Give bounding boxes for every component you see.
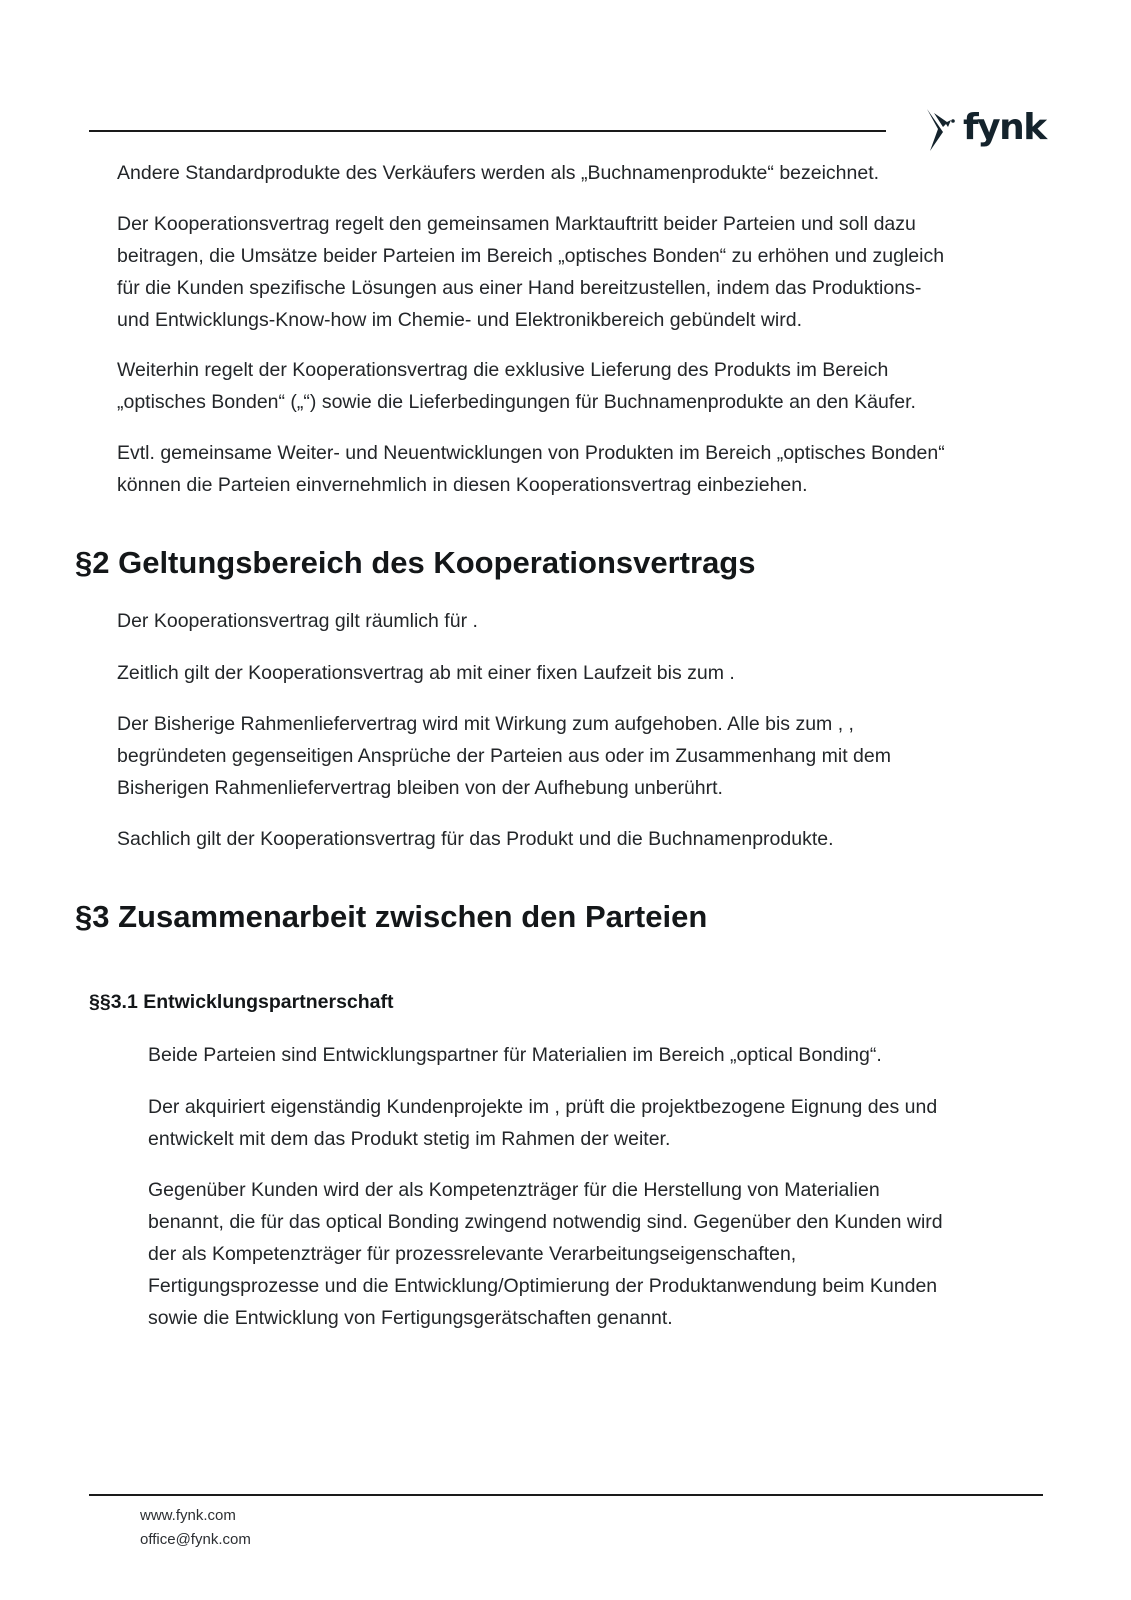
header-divider xyxy=(89,130,886,132)
fynk-logo xyxy=(925,104,1046,156)
subsection-heading: §§3.1 Entwicklungspartnerschaft xyxy=(89,991,394,1013)
section-heading: §3 Zusammenarbeit zwischen den Parteien xyxy=(75,899,708,934)
paragraph: Sachlich gilt der Kooperationsvertrag für das Produkt und die Buchnamenprodukte. xyxy=(117,828,834,850)
footer-website-link[interactable]: www.fynk.com xyxy=(140,1507,236,1524)
paragraph: Der Kooperationsvertrag gilt räumlich für . xyxy=(117,610,478,632)
paragraph: Der Bisherige Rahmenliefervertrag wird mit Wirkung zum aufgehoben. Alle bis zum , , begründeten gegenseitigen Ansprüche der Parteien aus oder im Zusammenhang mit dem Bisherigen Rahmenliefervertrag bleiben von der Aufhebung unberührt. xyxy=(117,713,891,799)
logo-wordmark: fynk xyxy=(963,107,1046,148)
footer-email-link[interactable]: office@fynk.com xyxy=(140,1531,251,1548)
paragraph: Der Kooperationsvertrag regelt den gemeinsamen Marktauftritt beider Parteien und soll dazu beitragen, die Umsätze beider Parteien im Bereich „optisches Bonden“ zu erhöhen und zugleich für die Kunden spezifische Lösungen aus einer Hand bereitzustellen, indem das Produktions- und Entwicklungs-Know-how im Chemie- und Elektronikbereich gebündelt wird. xyxy=(117,213,945,331)
footer-divider xyxy=(89,1494,1043,1496)
paragraph: Andere Standardprodukte des Verkäufers werden als „Buchnamenprodukte“ bezeichnet. xyxy=(117,162,880,184)
paragraph: Evtl. gemeinsame Weiter- und Neuentwicklungen von Produkten im Bereich „optisches Bonden“ können die Parteien einvernehmlich in diesen Kooperationsvertrag einbeziehen. xyxy=(117,442,945,496)
paragraph: Gegenüber Kunden wird der als Kompetenzträger für die Herstellung von Materialien benannt, die für das optical Bonding zwingend notwendig sind. Gegenüber den Kunden wird der als Kompetenzträger für prozessrelevante Verarbeitungseigenschaften, Fertigungsprozesse und die Entwicklung/Optimierung der Produktanwendung beim Kunden sowie die Entwicklung von Fertigungsgerätschaften genannt. xyxy=(148,1179,943,1329)
paragraph: Zeitlich gilt der Kooperationsvertrag ab mit einer fixen Laufzeit bis zum . xyxy=(117,662,735,684)
section-heading: §2 Geltungsbereich des Kooperationsvertrags xyxy=(75,545,756,580)
paragraph: Weiterhin regelt der Kooperationsvertrag die exklusive Lieferung des Produkts im Bereich „optisches Bonden“ („“) sowie die Lieferbedingungen für Buchnamenprodukte an den Käufer. xyxy=(117,359,916,413)
paragraph: Beide Parteien sind Entwicklungspartner für Materialien im Bereich „optical Bonding“. xyxy=(148,1044,882,1066)
bird-logo-icon xyxy=(925,107,959,153)
paragraph: Der akquiriert eigenständig Kundenprojekte im , prüft die projektbezogene Eignung des und entwickelt mit dem das Produkt stetig im Rahmen der weiter. xyxy=(148,1096,938,1150)
